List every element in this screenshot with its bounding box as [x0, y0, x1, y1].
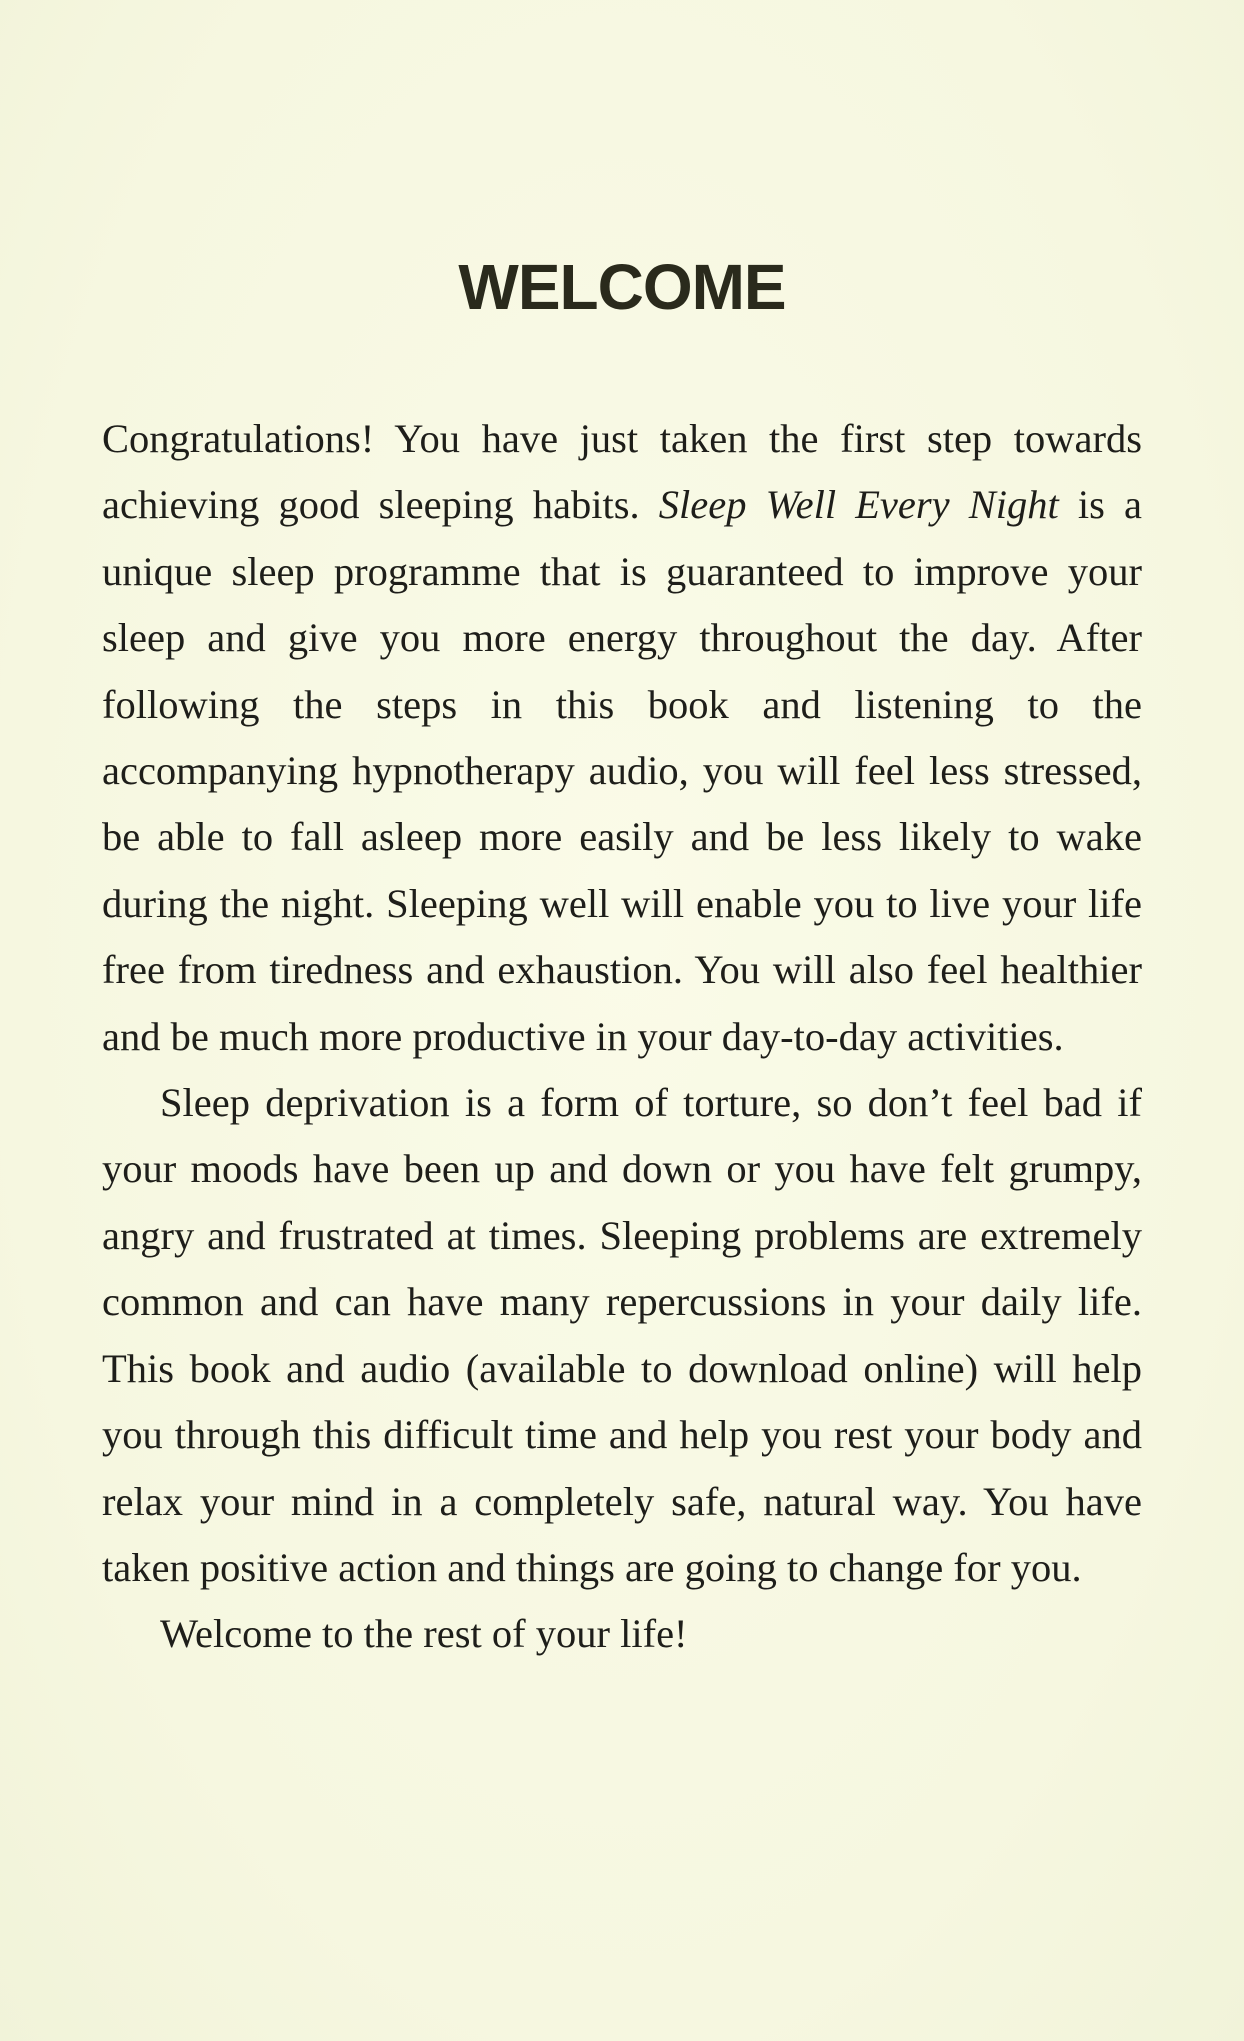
body-text	[102, 406, 1142, 1668]
paragraph-closing: Welcome to the rest of your life!	[160, 1611, 688, 1657]
paragraph-intro	[102, 406, 1142, 1070]
intro-text-part2: is a unique sleep programme that is guaranteed to improve your sleep and give you more energy throughout the day. After following the steps in this book and listening to the accompanying hypnotherapy audio, you will feel less stressed, be able to fall asleep more easily and be less likely to wake during the night. Sleeping well will enable you to live your life free from tiredness and exhaustion. You will also feel healthier and be much more productive in your day-to-day activities.	[102, 482, 1142, 1059]
paragraph-sleep-deprivation: Sleep deprivation is a form of torture, so don’t feel bad if your moods have been up and down or you have felt grumpy, angry and frustrated at times. Sleeping problems are extremely common and can have many repercussions in your daily life. This book and audio (available to download online) will help you through this difficult time and help you rest your body and relax your mind in a completely safe, natural way. You have taken positive action and things are going to change for you.	[102, 1080, 1142, 1590]
intro-text-part1: Congratulations! You have just taken the first step towards achieving good sleeping habits.	[102, 416, 1142, 528]
page-title: WELCOME	[458, 251, 786, 323]
book-title: Sleep Well Every Night	[658, 482, 1059, 528]
